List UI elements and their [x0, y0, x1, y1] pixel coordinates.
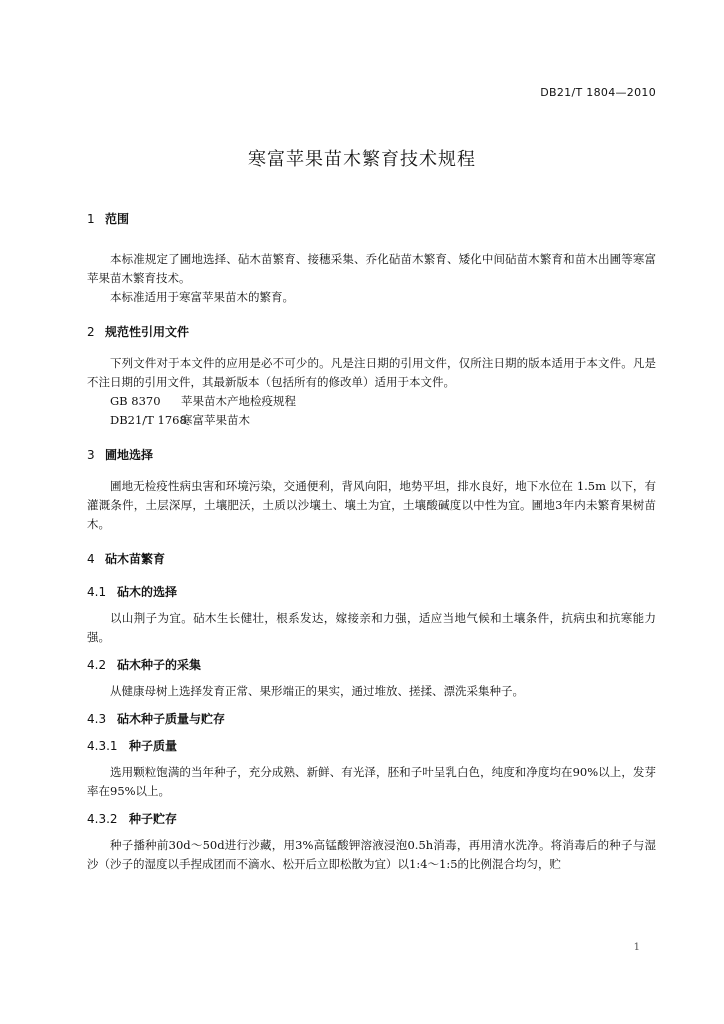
section-number: 4.3.2: [87, 812, 118, 826]
section-heading-4: [87, 550, 656, 567]
reference-item: [87, 392, 656, 411]
section-title: 砧木种子质量与贮存: [117, 712, 226, 726]
subsection-heading-4-2: [87, 656, 656, 673]
paragraph: 以山荆子为宜。砧木生长健壮，根系发达，嫁接亲和力强，适应当地气候和土壤条件，抗病虫和抗寒能力强。: [87, 611, 656, 644]
section-title: 砧木种子的采集: [117, 658, 202, 672]
section-title: 范围: [105, 212, 130, 226]
paragraph: 本标准规定了圃地选择、砧木苗繁育、接穗采集、乔化砧苗木繁育、矮化中间砧苗木繁育和苗木出圃等寒富苹果苗木繁育技术。: [87, 252, 656, 285]
section-heading-3: [87, 446, 656, 463]
reference-name: 寒富苹果苗木: [181, 413, 250, 427]
reference-code: DB21/T 1768: [110, 413, 187, 427]
paragraph: 从健康母树上选择发育正常、果形端正的果实，通过堆放、搓揉、漂洗采集种子。: [110, 684, 524, 698]
section-title: 种子贮存: [129, 812, 178, 826]
subsection-heading-4-3-1: [87, 737, 656, 754]
page-number: 1: [633, 942, 640, 953]
paragraph: 种子播种前30d～50d进行沙藏，用3%高锰酸钾溶液浸泡0.5h消毒，再用清水洗净。将消毒后的种子与湿沙（沙子的湿度以手捏成团而不滴水、松开后立即松散为宜）以1:4～1:5的比例混合均匀，贮: [87, 838, 656, 871]
paragraph: 本标准适用于寒富苹果苗木的繁育。: [110, 290, 294, 304]
reference-code: GB 8370: [110, 394, 161, 408]
standard-code: DB21/T 1804—2010: [540, 86, 656, 99]
document-body: [87, 210, 656, 874]
section-heading-1: [87, 210, 656, 227]
reference-item: [87, 411, 656, 430]
paragraph: 选用颗粒饱满的当年种子，充分成熟、新鲜、有光泽，胚和子叶呈乳白色，纯度和净度均在90%以上，发芽率在95%以上。: [87, 765, 656, 798]
section-title: 圃地选择: [105, 448, 154, 462]
section-number: 1: [87, 212, 95, 226]
section-number: 4.1: [87, 585, 107, 599]
section-number: 2: [87, 325, 95, 339]
section-heading-2: [87, 323, 656, 340]
section-title: 种子质量: [129, 739, 178, 753]
subsection-heading-4-1: [87, 583, 656, 600]
paragraph: 下列文件对于本文件的应用是必不可少的。凡是注日期的引用文件，仅所注日期的版本适用于本文件。凡是不注日期的引用文件，其最新版本（包括所有的修改单）适用于本文件。: [87, 356, 656, 389]
section-number: 3: [87, 448, 95, 462]
subsection-heading-4-3: [87, 710, 656, 727]
section-number: 4.2: [87, 658, 107, 672]
subsection-heading-4-3-2: [87, 810, 656, 827]
paragraph: 圃地无检疫性病虫害和环境污染，交通便利，背风向阳，地势平坦，排水良好，地下水位在 1.5m 以下，有灌溉条件，土层深厚，土壤肥沃，土质以沙壤土、壤土为宜，土壤酸碱度以中性为宜。圃地3年内未繁育果树苗木。: [87, 479, 656, 531]
section-number: 4.3: [87, 712, 107, 726]
section-number: 4: [87, 552, 95, 566]
section-title: 砧木苗繁育: [105, 552, 166, 566]
document-title: 寒富苹果苗木繁育技术规程: [248, 149, 476, 170]
section-title: 规范性引用文件: [105, 325, 190, 339]
section-title: 砧木的选择: [117, 585, 178, 599]
reference-name: 苹果苗木产地检疫规程: [181, 394, 296, 408]
section-number: 4.3.1: [87, 739, 118, 753]
